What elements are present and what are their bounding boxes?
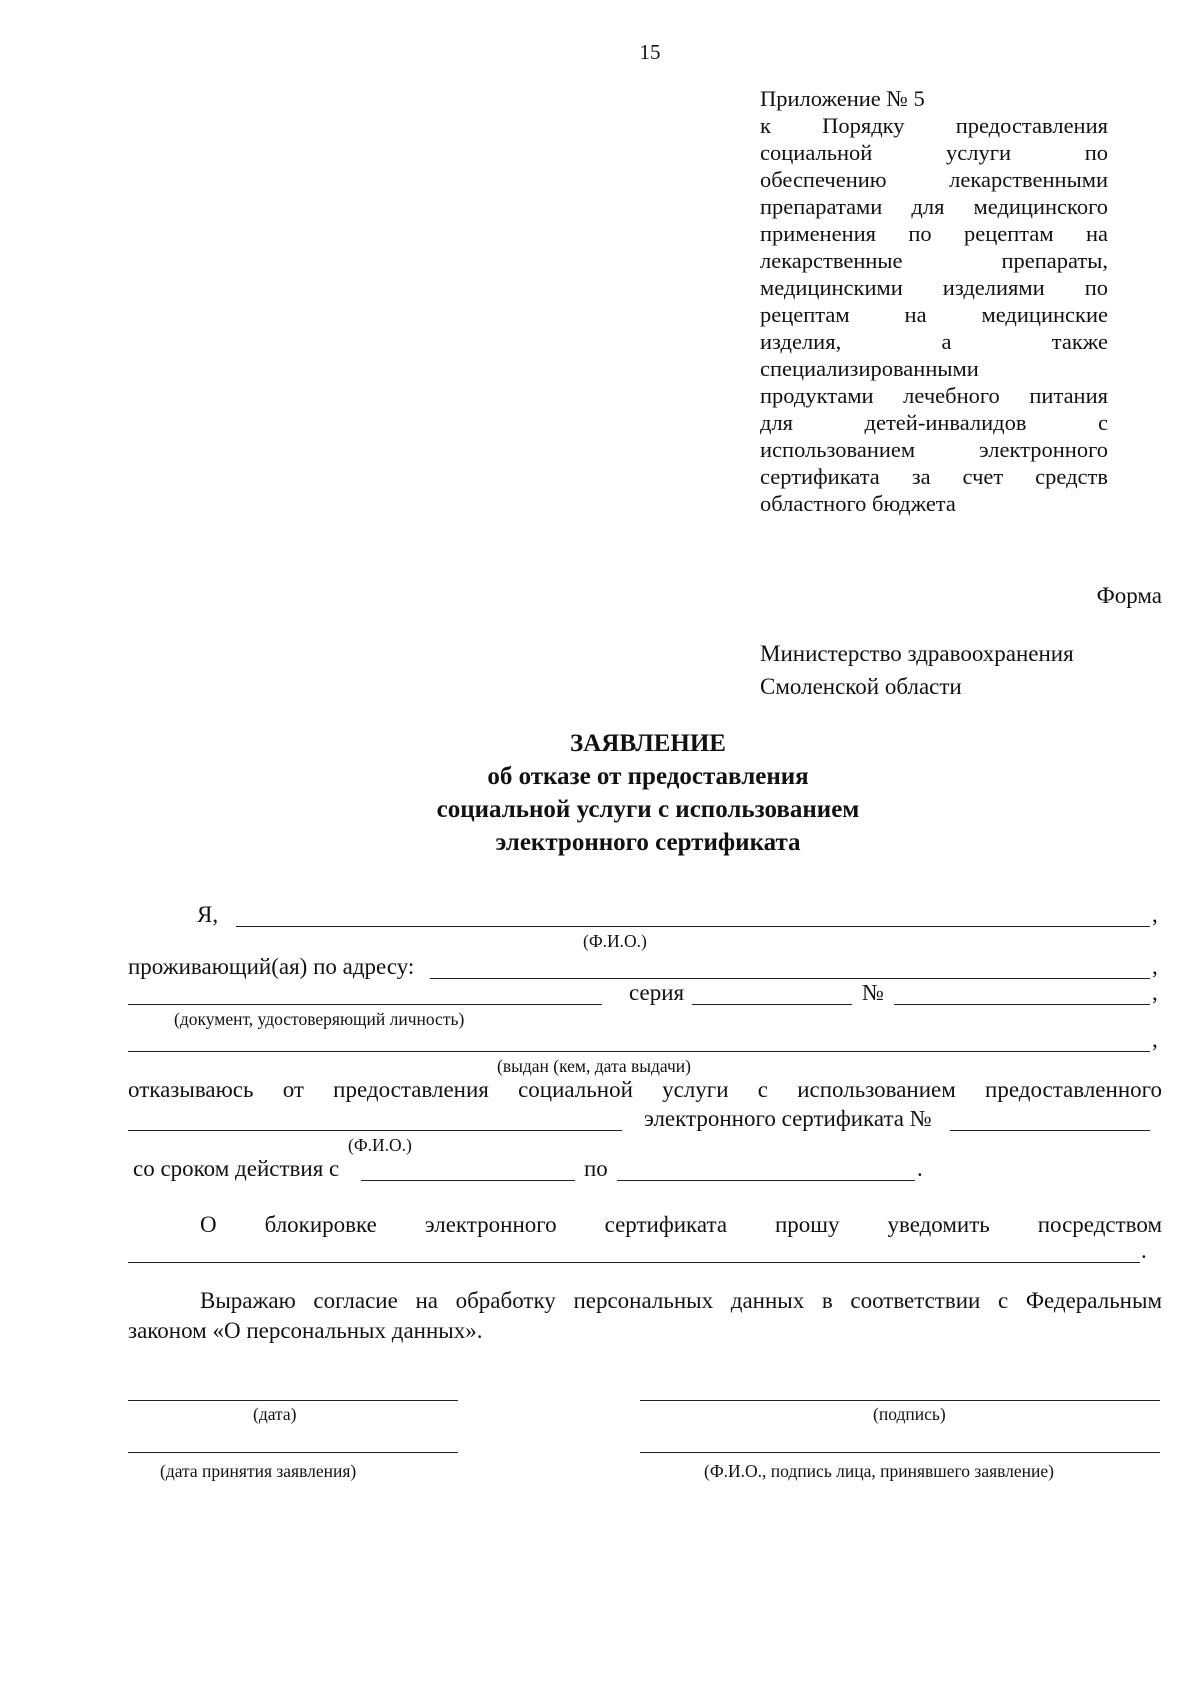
validity-to-label: по (584, 1156, 608, 1181)
comma-4: , (1152, 1027, 1158, 1052)
period-1: . (917, 1156, 923, 1181)
appendix-lines (760, 112, 1108, 517)
comma-3: , (1152, 980, 1158, 1005)
issued-caption: (выдан (кем, дата выдачи) (497, 1056, 691, 1076)
period-2: . (1141, 1238, 1147, 1263)
appendix-block (760, 85, 1108, 517)
appendix-line: для детей-инвалидов с (760, 410, 1108, 435)
addressee-line-1: Министерство здравоохранения (760, 641, 1074, 666)
date-caption: (дата) (253, 1404, 297, 1424)
notification-method-field[interactable] (128, 1262, 1140, 1263)
addressee-block (760, 637, 1074, 703)
fio-field[interactable] (236, 926, 1150, 927)
heading-line-2: об отказе от предоставления (487, 763, 809, 790)
certificate-number-field[interactable] (950, 1130, 1150, 1131)
validity-to-field[interactable] (617, 1180, 915, 1181)
validity-from-field[interactable] (361, 1180, 575, 1181)
date-field[interactable] (128, 1400, 458, 1401)
number-field[interactable] (894, 1004, 1150, 1005)
validity-label: со сроком действия с (133, 1156, 340, 1181)
signature-caption: (подпись) (873, 1404, 946, 1424)
issued-by-field[interactable] (128, 1051, 1150, 1052)
appendix-line: областного бюджета (760, 491, 956, 516)
comma-1: , (1152, 902, 1158, 927)
addressee-line-2: Смоленской области (760, 674, 962, 699)
acceptance-date-field[interactable] (128, 1452, 458, 1453)
fio-caption-2: (Ф.И.О.) (348, 1135, 412, 1155)
i-label: Я, (197, 902, 219, 927)
page-number: 15 (639, 40, 661, 64)
appendix-line: применения по рецептам на (760, 221, 1108, 246)
comma-2: , (1152, 954, 1158, 979)
fio-field-2[interactable] (128, 1130, 622, 1131)
acceptor-caption: (Ф.И.О., подпись лица, принявшего заявление) (704, 1461, 1055, 1481)
number-label: № (862, 980, 884, 1005)
appendix-line: продуктами лечебного питания (760, 383, 1108, 408)
series-field[interactable] (692, 1004, 852, 1005)
signature-field[interactable] (640, 1400, 1160, 1401)
appendix-title: Приложение № 5 (760, 86, 925, 111)
certificate-label: электронного сертификата № (644, 1106, 932, 1131)
acceptance-date-caption: (дата принятия заявления) (160, 1461, 357, 1481)
appendix-line: обеспечению лекарственными (760, 167, 1108, 192)
consent-text-line-1: Выражаю согласие на обработку персональных данных в соответствии с Федеральным (200, 1288, 1162, 1313)
appendix-line: к Порядку предоставления (760, 113, 1108, 138)
appendix-line: препаратами для медицинского (760, 194, 1108, 219)
appendix-line: специализированными (760, 356, 979, 381)
appendix-line: изделия, а также (760, 329, 1108, 354)
document-caption: (документ, удостоверяющий личность) (174, 1009, 465, 1029)
appendix-line: использованием электронного (760, 437, 1108, 462)
appendix-line: медицинскими изделиями по (760, 275, 1108, 300)
acceptor-field[interactable] (640, 1452, 1160, 1453)
heading-line-1: ЗАЯВЛЕНИЕ (570, 730, 726, 757)
address-field[interactable] (430, 978, 1150, 979)
appendix-line: сертификата за счет средств (760, 464, 1108, 489)
form-label: Форма (1096, 583, 1162, 608)
fio-caption: (Ф.И.О.) (583, 931, 647, 951)
heading-line-4: электронного сертификата (495, 829, 801, 856)
address-label: проживающий(ая) по адресу: (128, 954, 415, 979)
heading-line-3: социальной услуги с использованием (436, 796, 860, 823)
appendix-line: рецептам на медицинские (760, 302, 1108, 327)
block-text: О блокировке электронного сертификата прошу уведомить посредством (200, 1212, 1162, 1237)
consent-text-line-2: законом «О персональных данных». (128, 1318, 483, 1343)
document-field[interactable] (128, 1004, 602, 1005)
series-label: серия (629, 980, 685, 1005)
appendix-line: социальной услуги по (760, 140, 1108, 165)
appendix-line: лекарственные препараты, (760, 248, 1108, 273)
document-heading (0, 727, 1200, 859)
refusal-text: отказываюсь от предоставления социальной услуги с использованием предоставленного (128, 1077, 1162, 1102)
